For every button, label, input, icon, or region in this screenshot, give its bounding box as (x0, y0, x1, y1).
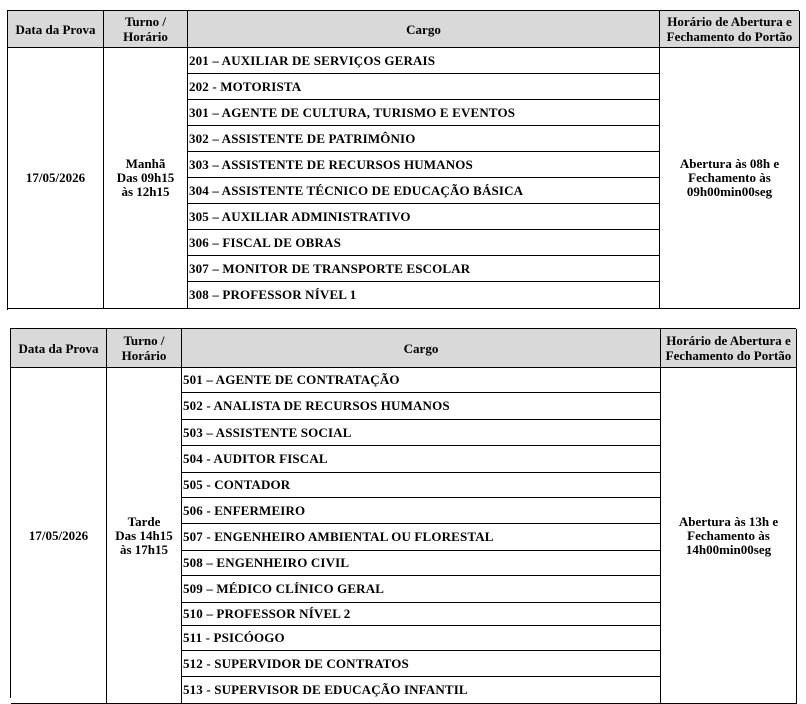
cargo-label: 512 - SUPERVIDOR DE CONTRATOS (183, 655, 409, 671)
exam-date: 17/05/2026 (25, 170, 86, 185)
header-data-prova (8, 11, 104, 48)
cargo-row (188, 230, 660, 256)
cargo-label: 509 – MÉDICO CLÍNICO GERAL (183, 581, 385, 596)
gate-closing-time: 14h00min00seg (685, 541, 772, 557)
cargo-row (182, 368, 661, 393)
cargo-row (188, 100, 660, 126)
cargo-label: 301 – AGENTE DE CULTURA, TURISMO E EVENTOS (189, 104, 516, 120)
cargo-label: 303 – ASSISTENTE DE RECURSOS HUMANOS (189, 156, 473, 172)
header-horario (661, 329, 797, 368)
cargo-row (182, 524, 661, 551)
cargo-row (182, 651, 661, 677)
schedule-table-morning (7, 10, 799, 310)
cargo-label: 305 – AUXILIAR ADMINISTRATIVO (189, 208, 411, 224)
header-cargo-label: Cargo (403, 340, 439, 356)
exam-date: 17/05/2026 (28, 527, 89, 543)
header-cargo (188, 11, 660, 48)
cargo-row (182, 677, 661, 704)
gate-opening: Abertura às 08h e (679, 156, 780, 171)
gate-closing-label: Fechamento às (688, 170, 771, 185)
cargo-label: 502 - ANALISTA DE RECURSOS HUMANOS (183, 398, 450, 413)
cargo-label: 504 - AUDITOR FISCAL (183, 451, 328, 466)
header-turno-line2: Horário (123, 29, 168, 44)
header-horario-line1: Horário de Abertura e (667, 14, 792, 29)
cargo-label: 307 – MONITOR DE TRANSPORTE ESCOLAR (189, 260, 471, 276)
cargo-row (188, 178, 660, 204)
cargo-row (188, 126, 660, 152)
header-turno (104, 11, 188, 48)
cargo-row (188, 204, 660, 230)
cargo-label: 510 – PROFESSOR NÍVEL 2 (183, 606, 351, 621)
header-turno-line2: Horário (121, 348, 167, 363)
gate-closing-time: 09h00min00seg (686, 184, 773, 199)
horario-cell (660, 48, 800, 309)
header-turno-line1: Turno / (123, 333, 165, 348)
cargo-row (182, 420, 661, 446)
cargo-row (182, 626, 661, 651)
turno-start: Das 09h15 (116, 170, 175, 185)
turno-cell (107, 368, 182, 704)
cargo-label: 302 – ASSISTENTE DE PATRIMÔNIO (189, 130, 416, 146)
header-data-prova-label: Data da Prova (18, 340, 99, 356)
cargo-row (182, 551, 661, 576)
cargo-row (188, 256, 660, 282)
cargo-label: 306 – FISCAL DE OBRAS (189, 234, 341, 250)
cargo-label: 503 – ASSISTENTE SOCIAL (183, 424, 352, 440)
cargo-row (188, 74, 660, 100)
date-cell (11, 368, 107, 704)
cargo-row (188, 48, 660, 74)
header-horario (660, 11, 800, 48)
cargo-row (188, 152, 660, 178)
cargo-row (182, 473, 661, 498)
header-data-prova (11, 329, 107, 368)
cargo-row (182, 446, 661, 473)
horario-cell (661, 368, 797, 704)
gate-opening: Abertura às 13h e (678, 513, 779, 529)
header-data-prova-label: Data da Prova (15, 21, 96, 37)
cargo-label: 501 – AGENTE DE CONTRATAÇÃO (183, 372, 400, 387)
cargo-row (182, 393, 661, 420)
cargo-label: 507 - ENGENHEIRO AMBIENTAL OU FLORESTAL (183, 529, 494, 544)
header-turno (107, 329, 182, 368)
gate-closing-label: Fechamento às (687, 527, 770, 543)
header-turno-line1: Turno / (124, 14, 167, 29)
date-cell (8, 48, 104, 309)
cargo-label: 304 – ASSISTENTE TÉCNICO DE EDUCAÇÃO BÁSICA (189, 182, 524, 198)
cargo-label: 511 - PSICÓOGO (183, 630, 285, 645)
header-horario-line2: Fechamento do Portão (665, 348, 792, 363)
cargo-label: 506 - ENFERMEIRO (183, 502, 306, 518)
cargo-label: 202 - MOTORISTA (189, 78, 302, 94)
turno-end: às 17h15 (119, 541, 169, 557)
header-cargo-label: Cargo (406, 21, 441, 37)
cargo-label: 201 – AUXILIAR DE SERVIÇOS GERAIS (189, 52, 436, 68)
schedule-table-afternoon (10, 328, 796, 698)
turno-end: às 12h15 (121, 184, 170, 199)
cargo-label: 508 – ENGENHEIRO CIVIL (183, 555, 350, 570)
turno-cell (104, 48, 188, 309)
turno-start: Das 14h15 (115, 527, 173, 543)
cargo-row (182, 603, 661, 626)
header-horario-line1: Horário de Abertura e (666, 333, 791, 348)
turno-period: Tarde (127, 513, 161, 529)
cargo-row (182, 498, 661, 524)
cargo-row (188, 282, 660, 309)
header-horario-line2: Fechamento do Portão (666, 29, 793, 44)
cargo-label: 513 - SUPERVISOR DE EDUCAÇÃO INFANTIL (183, 682, 468, 697)
cargo-row (182, 576, 661, 603)
header-cargo (182, 329, 661, 368)
turno-period: Manhã (125, 156, 166, 171)
cargo-label: 308 – PROFESSOR NÍVEL 1 (189, 287, 357, 302)
cargo-label: 505 - CONTADOR (183, 477, 291, 492)
